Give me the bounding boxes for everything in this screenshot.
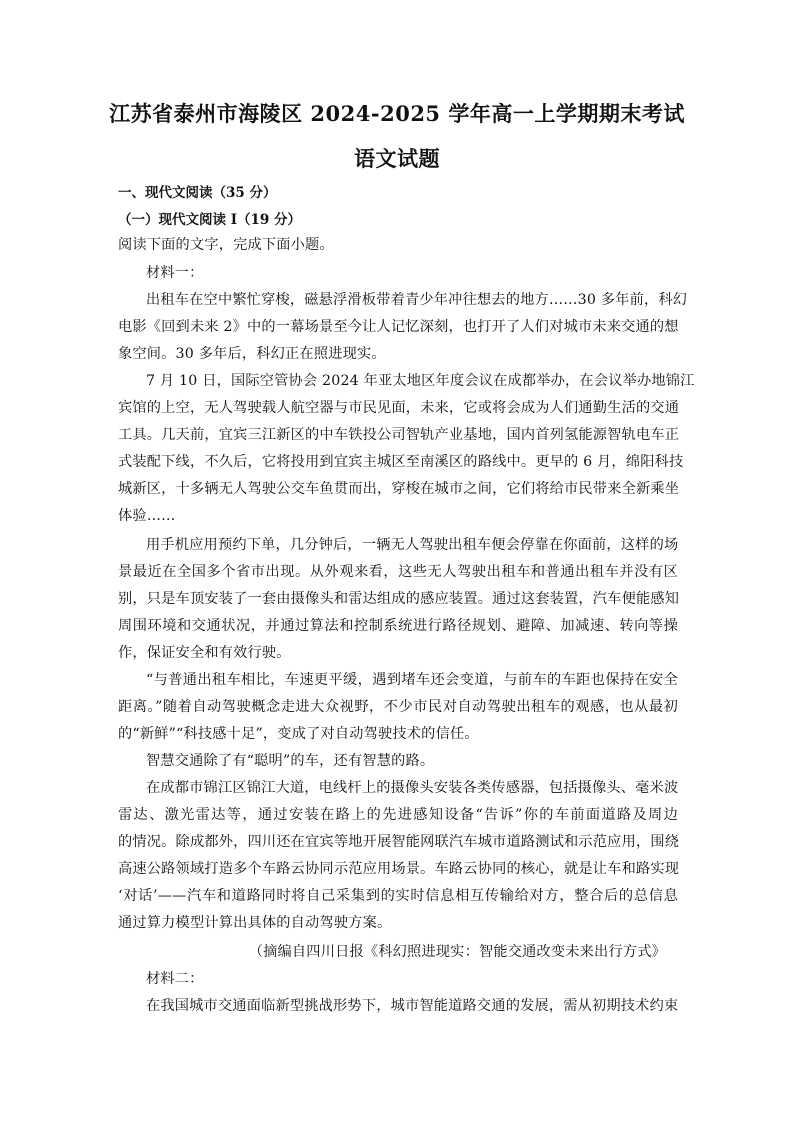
paragraph-line: 用手机应用预约下单，几分钟后，一辆无人驾驶出租车便会停靠在你面前，这样的场: [146, 537, 679, 553]
paragraph-line: 宾馆的上空，无人驾驶载人航空器与市民见面，未来，它或将会成为人们通勤生活的交通: [118, 400, 680, 416]
section-heading: 一、现代文阅读（35 分）: [118, 185, 277, 201]
paragraph-line: 式装配下线，不久后，它将投用到宜宾主城区至南溪区的路线中。更早的 6 月，绵阳科技: [118, 454, 684, 470]
instruction-text: 阅读下面的文字，完成下面小题。: [118, 237, 334, 253]
paragraph-line: 通过算力模型计算出具体的自动驾驶方案。: [118, 915, 392, 931]
source-citation: （摘编自四川日报《科幻照进现实：智能交通改变未来出行方式》: [248, 944, 666, 960]
exam-title: 江苏省泰州市海陵区 2024-2025 学年高一上学期期末考试: [109, 101, 685, 126]
subsection-heading: （一）现代文阅读 I（19 分）: [118, 212, 302, 228]
paragraph-line: 象空间。30 多年后，科幻正在照进现实。: [118, 346, 386, 362]
paragraph-line: 智慧交通除了有“聪明”的车，还有智慧的路。: [146, 753, 435, 769]
paragraph-line: 工具。几天前，宜宾三江新区的中车铁投公司智轨产业基地，国内首列氢能源智轨电车正: [118, 427, 680, 443]
material-label: 材料二：: [146, 971, 204, 987]
paragraph-line: 高速公路领域打造多个车路云协同示范应用场景。车路云协同的核心，就是让车和路实现: [118, 861, 680, 877]
paragraph-line: 在我国城市交通面临新型挑战形势下，城市智能道路交通的发展，需从初期技术约束: [146, 998, 679, 1014]
paragraph-line: 的“新鲜”“科技感十足”，变成了对自动驾驶技术的信任。: [118, 726, 479, 742]
exam-subtitle: 语文试题: [354, 146, 440, 171]
paragraph-line: 作，保证安全和有效行驶。: [118, 645, 291, 661]
paragraph-line: 周围环境和交通状况，并通过算法和控制系统进行路径规划、避障、加减速、转向等操: [118, 618, 678, 634]
paragraph-line: 电影《回到未来 2》中的一幕场景至今让人记忆深刻，也打开了人们对城市未来交通的想: [118, 319, 679, 335]
paragraph-line: 的情况。除成都外，四川还在宜宾等地开展智能网联汽车城市道路测试和示范应用，围绕: [118, 834, 680, 850]
paragraph-line: ‘对话’——汽车和道路同时将自己采集到的实时信息相互传输给对方，整合后的总信息: [118, 888, 678, 904]
paragraph-line: “与普通出租车相比，车速更平缓，遇到堵车还会变道，与前车的车距也保持在安全: [146, 672, 678, 688]
paragraph-line: 城新区，十多辆无人驾驶公交车鱼贯而出，穿梭在城市之间，它们将给市民带来全新乘坐: [118, 481, 680, 497]
paragraph-line: 在成都市锦江区锦江大道，电线杆上的摄像头安装各类传感器，包括摄像头、毫米波: [146, 780, 679, 796]
paragraph-line: 体验……: [118, 508, 176, 524]
paragraph-line: 别，只是车顶安装了一套由摄像头和雷达组成的感应装置。通过这套装置，汽车便能感知: [118, 591, 680, 607]
paragraph-line: 距离。”随着自动驾驶概念走进大众视野，不少市民对自动驾驶出租车的观感，也从最初: [118, 699, 678, 715]
paragraph-line: 出租车在空中繁忙穿梭，磁悬浮滑板带着青少年冲往想去的地方……30 多年前，科幻: [146, 292, 688, 308]
paragraph-line: 雷达、激光雷达等，通过安装在路上的先进感知设备“告诉”你的车前面道路及周边: [118, 807, 678, 823]
paragraph-line: 7 月 10 日，国际空管协会 2024 年亚太地区年度会议在成都举办，在会议举办地锦江: [146, 373, 695, 389]
material-label: 材料一：: [146, 265, 204, 281]
paragraph-line: 景最近在全国多个省市出现。从外观来看，这些无人驾驶出租车和普通出租车并没有区: [118, 564, 678, 580]
